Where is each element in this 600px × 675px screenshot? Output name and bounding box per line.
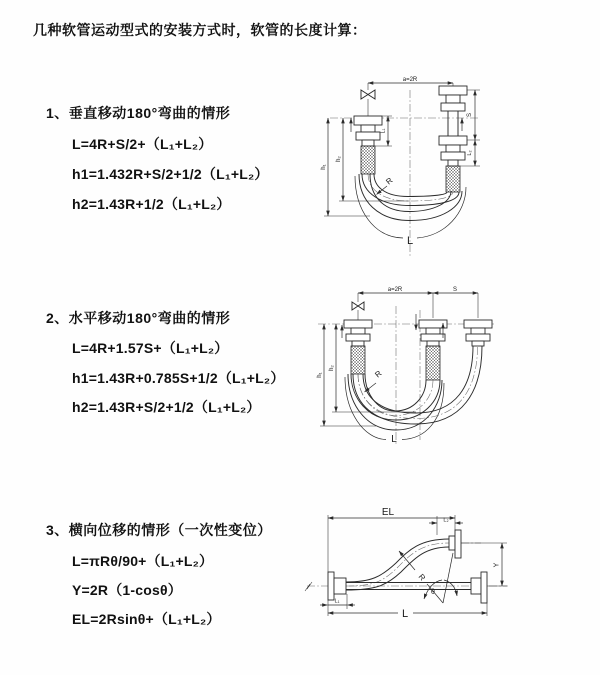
left-pipe-fitting — [354, 116, 382, 174]
dim-label-l2: L₂ — [443, 517, 449, 524]
section-1-formula-h1: h1=1.432R+S/2+1/2（L₁+L₂） — [72, 166, 269, 182]
length-label: L — [406, 235, 414, 247]
upper-right-flange — [449, 530, 461, 558]
section-1-formula-h2: h2=1.43R+1/2（L₁+L₂） — [72, 196, 231, 212]
right-pipe-fitting — [439, 83, 467, 192]
original-position-pipe — [346, 572, 487, 603]
length-label: L — [391, 434, 397, 445]
section-3-formula-l: L=πRθ/90+（L₁+L₂） — [72, 553, 214, 569]
centerline-break-mark — [305, 582, 312, 591]
section-2-formula-h2: h2=1.43R+S/2+1/2（L₁+L₂） — [72, 399, 261, 415]
section-2-formula-h1: h1=1.43R+0.785S+1/2（L₁+L₂） — [72, 370, 285, 386]
section-2-formula-l: L=4R+1.57S+（L₁+L₂） — [72, 340, 229, 356]
dim-label-h1: h₁ — [317, 372, 323, 378]
dim-label-l1: L₁ — [380, 128, 387, 134]
radius-label: R — [416, 572, 428, 583]
dim-label-h2: h₂ — [329, 365, 335, 371]
dim-label-a2r: a=2R — [402, 77, 418, 83]
dim-label-h1: h₁ — [321, 164, 327, 170]
left-flange — [328, 572, 346, 600]
radius-label: R — [373, 368, 384, 380]
left-pipe-fitting — [344, 320, 372, 374]
section-3-formula-y: Y=2R（1-cosθ） — [72, 582, 182, 598]
radius-label: R — [384, 175, 395, 187]
dimension-a2r-s — [358, 287, 478, 318]
dimension-l1-l — [320, 594, 487, 620]
length-label: L — [401, 608, 409, 620]
section-3-formula-el: EL=2Rsinθ+（L₁+L₂） — [72, 611, 221, 627]
dim-label-a2r: a=2R — [387, 286, 403, 293]
section-3-heading: 3、横向位移的情形（一次性变位） — [46, 522, 272, 538]
section-1-formula-l: L=4R+S/2+（L₁+L₂） — [72, 136, 213, 152]
angle-construction — [399, 551, 457, 603]
hose-u-curves — [345, 346, 482, 440]
angle-theta-label: θ — [431, 589, 435, 596]
dim-label-h2: h₂ — [336, 156, 342, 162]
dim-label-s: S — [452, 286, 458, 293]
page-title: 几种软管运动型式的安装方式时，软管的长度计算： — [33, 22, 367, 38]
right-pipe-fitting — [464, 320, 492, 346]
dim-label-y: Y — [493, 562, 501, 568]
dim-label-l2: L₂ — [467, 150, 473, 156]
diagram-lateral-displacement — [303, 503, 515, 631]
diagram-horizontal-180 — [316, 284, 502, 454]
valve-icon — [361, 83, 375, 116]
dim-label-s: S — [467, 112, 473, 118]
diagram-vertical-180 — [318, 70, 498, 260]
section-1-heading: 1、垂直移动180°弯曲的情形 — [46, 105, 231, 121]
dim-label-el: EL — [381, 507, 395, 518]
dim-label-l1: L₁ — [334, 598, 340, 605]
section-2-heading: 2、水平移动180°弯曲的情形 — [46, 310, 231, 326]
valve-icon — [352, 302, 364, 320]
dimension-a2r — [368, 77, 453, 83]
